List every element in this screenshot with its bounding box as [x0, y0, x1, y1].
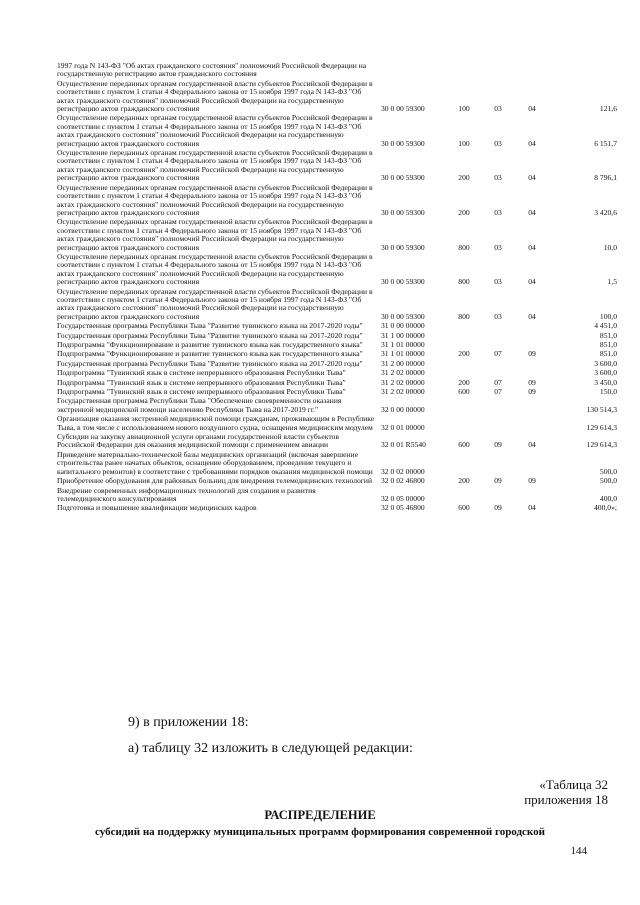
cell-vr: [447, 451, 481, 477]
cell-csr: 32 0 01 R5540: [381, 440, 426, 450]
cell-name: Осуществление переданных органам государственной власти субъектов Российской Федерации в соответствии с пунктом 1 статьи 4 Федерального закона от 15 ноября 1997 года N 143-ФЗ "Об актах гражданского состояния" полномочий Российской Федерации на государственную регистрацию актов гражданского состояния: [57, 217, 373, 252]
cell-name: Внедрение современных информационных технологий для создания и развития телемедицинского консультирования: [57, 485, 316, 503]
cell-name: Государственная программа Республики Тыва "Обеспечение своевременности оказания экстренной медицинской помощи населению Республики Тыва на 2017-2019 гг.": [57, 396, 342, 414]
cell-name: Осуществление переданных органам государственной власти субъектов Российской Федерации в соответствии с пунктом 1 статьи 4 Федерального закона от 15 ноября 1997 года N 143-ФЗ "Об актах гражданского состояния" полномочий Российской Федерации на государственную регистрацию актов гражданского состояния: [57, 78, 373, 114]
cell-vr: [447, 332, 481, 341]
cell-sum: 129 614,3: [586, 422, 617, 432]
cell-vr: 200: [458, 173, 470, 183]
cell-csr: 32 0 02 00000: [381, 466, 425, 476]
cell-sum: 8 796,1: [594, 173, 617, 183]
cell-csr: 32 0 05 00000: [381, 493, 425, 503]
cell-sum: 6 151,7: [594, 138, 617, 148]
cell-csr: 31 1 01 00000: [381, 340, 425, 349]
section-heading: РАСПРЕДЕЛЕНИЕ: [264, 808, 376, 822]
cell-name: Государственная программа Республики Тыва "Развитие тувинского языка на 2017-2020 годы": [57, 321, 363, 331]
cell-vr: [447, 415, 481, 433]
cell-sum: 3 420,6: [594, 207, 617, 217]
budget-table: [57, 62, 617, 514]
cell-rz: [481, 415, 515, 433]
cell-pr: 09: [528, 387, 536, 397]
cell-pr: 04: [528, 242, 536, 252]
cell-vr: [447, 397, 481, 415]
table-row: [57, 487, 617, 505]
list-subitem-a: а) таблицу 32 изложить в следующей редакции:: [128, 741, 413, 756]
cell-name: Осуществление переданных органам государственной власти субъектов Российской Федерации в соответствии с пунктом 1 статьи 4 Федерального закона от 15 ноября 1997 года N 143-ФЗ "Об актах гражданского состояния" полномочий Российской Федерации на государственную регистрацию актов гражданского состояния: [57, 113, 373, 148]
cell-rz: 03: [494, 173, 502, 183]
table-row: [57, 433, 617, 451]
cell-name: Государственная программа Республики Тыва "Развитие тувинского языка на 2017-2020 годы": [57, 330, 363, 340]
cell-name: Осуществление переданных органам государственной власти субъектов Российской Федерации в соответствии с пунктом 1 статьи 4 Федерального закона от 15 ноября 1997 года N 143-ФЗ "Об актах гражданского состояния" полномочий Российской Федерации на государственную регистрацию актов гражданского состояния: [57, 251, 373, 287]
table-row: [57, 504, 617, 513]
table-label-line-2: приложения 18: [524, 792, 608, 807]
cell-rz: [481, 360, 515, 369]
cell-sum: 851,0: [599, 330, 617, 340]
cell-pr: [515, 332, 549, 341]
cell-vr: [447, 322, 481, 331]
cell-csr: 31 1 01 00000: [381, 349, 425, 359]
cell-csr: 31 2 02 00000: [381, 387, 425, 397]
cell-pr: 04: [528, 440, 536, 450]
cell-sum: 1,5: [607, 277, 617, 287]
cell-name: Приведение материально-технической базы медицинских организаций (включая завершение строительства ранее начатых объектов, оснащение оборудованием, проведение текущего и капитального ремонтов) в соответствие с требованиями порядков оказания медицинской помощи: [57, 449, 373, 476]
table-label-line-1: «Таблица 32: [539, 777, 608, 792]
cell-vr: [447, 487, 481, 505]
budget-table-wrap: [57, 62, 617, 514]
cell-vr: 100: [458, 104, 470, 114]
cell-vr: 800: [458, 242, 470, 252]
cell-pr: 04: [528, 311, 536, 321]
cell-name: Осуществление переданных органам государственной власти субъектов Российской Федерации в соответствии с пунктом 1 статьи 4 Федерального закона от 15 ноября 1997 года N 143-ФЗ "Об актах гражданского состояния" полномочий Российской Федерации на государственную регистрацию актов гражданского состояния: [57, 148, 373, 183]
cell-rz: [481, 451, 515, 477]
cell-sum: 130 514,3: [586, 404, 617, 414]
cell-vr: [447, 62, 481, 80]
cell-pr: 04: [528, 104, 536, 114]
cell-csr: 31 2 02 00000: [381, 368, 425, 378]
cell-csr: 30 0 00 59300: [381, 173, 425, 183]
cell-sum: 400,0: [599, 493, 617, 503]
cell-csr: [381, 62, 447, 80]
cell-sum: [549, 62, 617, 80]
cell-pr: [515, 415, 549, 433]
cell-name: Осуществление переданных органам государственной власти субъектов Российской Федерации в соответствии с пунктом 1 статьи 4 Федерального закона от 15 ноября 1997 года N 143-ФЗ "Об актах гражданского состояния" полномочий Российской Федерации на государственную регистрацию актов гражданского состояния: [57, 182, 373, 217]
cell-sum: 121,6: [599, 104, 617, 114]
cell-csr: 30 0 00 59300: [381, 138, 425, 148]
cell-vr: 600: [458, 503, 470, 513]
cell-sum: 400,0»;: [594, 503, 617, 513]
cell-rz: 09: [494, 476, 502, 486]
cell-pr: [515, 451, 549, 477]
cell-rz: 03: [494, 207, 502, 217]
cell-sum: 3 450,0: [594, 377, 617, 387]
cell-csr: 30 0 00 59300: [381, 277, 425, 287]
cell-rz: [481, 322, 515, 331]
cell-rz: 07: [494, 349, 502, 359]
cell-name: Подпрограмма "Тувинский язык в системе непрерывного образования Республики Тыва": [57, 377, 346, 387]
table-row: [57, 253, 617, 288]
cell-sum: 10,0: [603, 242, 617, 252]
cell-rz: 03: [494, 277, 502, 287]
cell-rz: 09: [494, 503, 502, 513]
cell-name: Подготовка и повышение квалификации медицинских кадров: [57, 503, 257, 513]
cell-vr: 800: [458, 277, 470, 287]
cell-vr: 600: [458, 387, 470, 397]
list-item-9: 9) в приложении 18:: [128, 715, 249, 730]
table-label: [524, 777, 608, 807]
table-row: [57, 114, 617, 149]
cell-name: Подпрограмма "Тувинский язык в системе непрерывного образования Республики Тыва": [57, 368, 346, 378]
cell-csr: 32 0 02 46800: [381, 476, 425, 486]
cell-pr: [515, 487, 549, 505]
table-row: [57, 184, 617, 219]
cell-vr: 200: [458, 349, 470, 359]
cell-rz: [481, 487, 515, 505]
cell-pr: 04: [528, 138, 536, 148]
cell-pr: 09: [528, 349, 536, 359]
cell-sum: 3 600,0: [594, 358, 617, 368]
cell-csr: 30 0 00 59300: [381, 207, 425, 217]
cell-vr: [447, 360, 481, 369]
cell-rz: [481, 62, 515, 80]
cell-sum: 500,0: [599, 466, 617, 476]
cell-vr: 200: [458, 377, 470, 387]
cell-sum: 500,0: [599, 476, 617, 486]
cell-vr: 200: [458, 476, 470, 486]
cell-rz: 03: [494, 311, 502, 321]
cell-sum: 4 451,0: [594, 321, 617, 331]
cell-rz: 03: [494, 242, 502, 252]
cell-sum: 3 600,0: [594, 368, 617, 378]
cell-sum: 100,0: [599, 311, 617, 321]
cell-vr: 200: [458, 207, 470, 217]
page-number: 144: [570, 845, 587, 857]
cell-sum: 851,0: [599, 340, 617, 349]
cell-name: Подпрограмма "Функционирование и развитие тувинского языка как государственного языка": [57, 340, 363, 349]
table-row: [57, 415, 617, 433]
cell-rz: 03: [494, 104, 502, 114]
cell-sum: 129 614,3: [586, 440, 617, 450]
table-row: [57, 149, 617, 184]
cell-csr: 30 0 00 59300: [381, 311, 425, 321]
table-row: [57, 451, 617, 477]
cell-pr: [515, 322, 549, 331]
cell-rz: [481, 397, 515, 415]
cell-csr: 31 2 00 00000: [381, 358, 425, 368]
cell-name: Подпрограмма "Тувинский язык в системе непрерывного образования Республики Тыва": [57, 387, 346, 397]
cell-name: Организация оказания экстренной медицинской помощи гражданам, проживающим в Республике Тыва, в том числе с использованием нового воздушного судна, оснащения медицинским модулем: [57, 414, 375, 432]
cell-csr: 31 2 02 00000: [381, 377, 425, 387]
cell-csr: 31 1 00 00000: [381, 330, 425, 340]
cell-pr: 04: [528, 503, 536, 513]
cell-rz: [481, 332, 515, 341]
cell-pr: 04: [528, 277, 536, 287]
table-row: [57, 218, 617, 253]
cell-name: Осуществление переданных органам государственной власти субъектов Российской Федерации в соответствии с пунктом 1 статьи 4 Федерального закона от 15 ноября 1997 года N 143-ФЗ "Об актах гражданского состояния" полномочий Российской Федерации на государственную регистрацию актов гражданского состояния: [57, 286, 373, 321]
cell-name: Подпрограмма "Функционирование и развитие тувинского языка как государственного языка": [57, 349, 363, 359]
cell-pr: 04: [528, 207, 536, 217]
cell-pr: 09: [528, 377, 536, 387]
cell-csr: 32 0 01 00000: [381, 422, 425, 432]
cell-name: Государственная программа Республики Тыва "Развитие тувинского языка на 2017-2020 годы": [57, 358, 363, 368]
cell-rz: 07: [494, 377, 502, 387]
cell-csr: 32 0 05 46800: [381, 503, 425, 513]
budget-table-body: [57, 62, 617, 514]
cell-csr: 31 0 00 00000: [381, 321, 425, 331]
table-row: [57, 80, 617, 115]
cell-sum: 851,0: [599, 349, 617, 359]
cell-pr: 04: [528, 173, 536, 183]
section-subheading: субсидий на поддержку муниципальных программ формирования современной городской: [95, 826, 545, 838]
cell-csr: 30 0 00 59300: [381, 104, 425, 114]
cell-rz: 03: [494, 138, 502, 148]
cell-vr: 600: [458, 440, 470, 450]
cell-vr: 100: [458, 138, 470, 148]
table-row: [57, 288, 617, 323]
cell-pr: [515, 62, 549, 80]
cell-name: 1997 года N 143-ФЗ "Об актах гражданского состояния" полномочий Российской Федерации на государственную регистрацию актов гражданского состояния: [57, 61, 367, 79]
table-row: [57, 397, 617, 415]
cell-csr: 32 0 00 00000: [381, 404, 425, 414]
table-row: [57, 62, 617, 80]
cell-rz: 07: [494, 387, 502, 397]
cell-name: Субсидии на закупку авиационной услуги органами государственной власти субъектов Российской Федерации для оказания медицинской помощи с применением авиации: [57, 432, 339, 450]
cell-vr: 800: [458, 311, 470, 321]
cell-pr: [515, 360, 549, 369]
cell-name: Приобретение оборудования для районных больниц для внедрения телемедицинских технологий: [57, 476, 373, 486]
cell-pr: 09: [528, 476, 536, 486]
cell-sum: 150,0: [599, 387, 617, 397]
cell-rz: 09: [494, 440, 502, 450]
cell-csr: 30 0 00 59300: [381, 242, 425, 252]
cell-pr: [515, 397, 549, 415]
